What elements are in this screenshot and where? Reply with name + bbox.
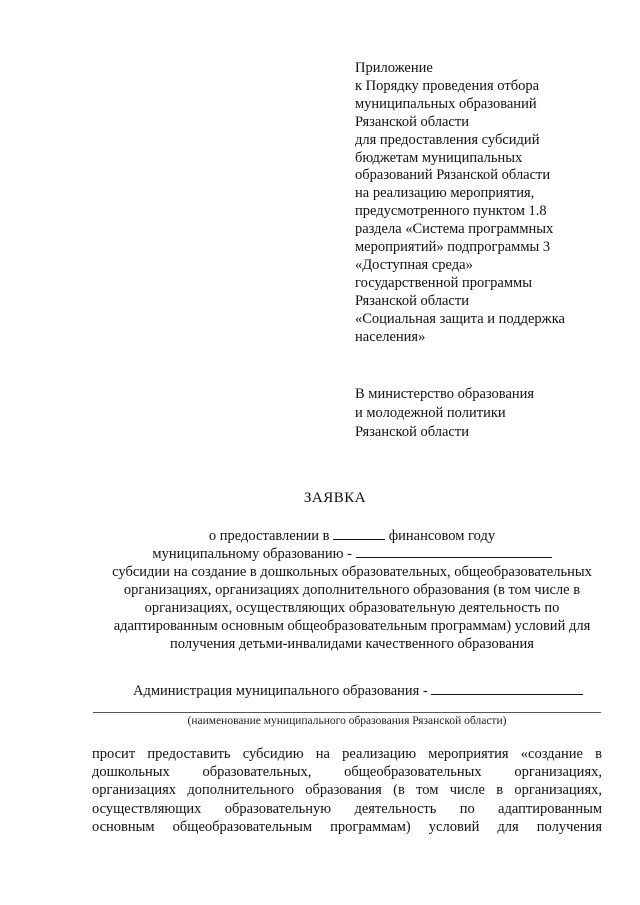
paragraph-line: организациях дополнительного образования (в том числе в организациях,	[92, 782, 602, 799]
appendix-line: мероприятий» подпрограммы 3	[355, 239, 551, 256]
addressee-line: В министерство образования	[355, 386, 535, 402]
addressee-line: Рязанской области	[355, 424, 469, 440]
document-title: ЗАЯВКА	[303, 490, 367, 506]
subject-line: адаптированным основным общеобразовательным программам) условий для	[113, 618, 591, 634]
appendix-line: Приложение	[355, 60, 433, 76]
appendix-line: государственной программы	[355, 274, 532, 291]
municipality-label: муниципальному образованию -	[152, 546, 352, 562]
fiscal-year-label-after: финансовом году	[388, 528, 496, 544]
appendix-line: на реализацию мероприятия,	[355, 185, 535, 202]
fiscal-year-label-before: о предоставлении в	[208, 528, 330, 544]
appendix-line: Рязанской области	[355, 113, 469, 130]
administration-blank[interactable]	[431, 682, 583, 695]
administration-label: Администрация муниципального образования -	[133, 683, 428, 699]
fiscal-year-line	[92, 527, 612, 545]
appendix-line: Рязанской области	[355, 292, 469, 309]
municipality-blank[interactable]	[356, 545, 552, 558]
appendix-line: «Социальная защита и поддержка	[355, 310, 565, 327]
appendix-line: «Доступная среда»	[355, 256, 473, 273]
subject-line: получения детьми-инвалидами качественного образования	[170, 636, 534, 652]
appendix-line: населения»	[355, 328, 426, 345]
subject-line: субсидии на создание в дошкольных образовательных, общеобразовательных	[112, 564, 592, 580]
paragraph-line: основным общеобразовательным программам) условий для получения	[92, 818, 602, 835]
paragraph-line: дошкольных образовательных, общеобразовательных организациях,	[92, 764, 602, 781]
appendix-line: образований Рязанской области	[355, 167, 551, 184]
appendix-line: бюджетам муниципальных	[355, 149, 523, 166]
administration-line	[133, 682, 603, 700]
addressee-line: и молодежной политики	[355, 405, 506, 421]
subject-line: организациях, осуществляющих образовательную деятельность по	[144, 600, 560, 616]
appendix-line: предусмотренного пунктом 1.8	[355, 203, 547, 220]
appendix-block	[355, 60, 625, 347]
municipality-line	[92, 545, 612, 563]
appendix-line: муниципальных образований	[355, 95, 537, 112]
appendix-line: для предоставления субсидий	[355, 131, 540, 148]
addressee-block	[355, 385, 625, 442]
municipality-name-rule[interactable]	[93, 712, 601, 713]
fiscal-year-blank[interactable]	[333, 527, 385, 540]
paragraph-line: просит предоставить субсидию на реализацию мероприятия «создание в	[92, 746, 602, 762]
appendix-line: к Порядку проведения отбора	[355, 77, 540, 94]
paragraph-line: осуществляющих образовательную деятельность по адаптированным	[92, 800, 602, 817]
municipality-name-hint: (наименование муниципального образования Рязанской области)	[187, 715, 507, 727]
request-paragraph	[92, 745, 602, 836]
application-subject	[92, 527, 612, 653]
appendix-line: раздела «Система программных	[355, 221, 554, 238]
subject-line: организациях, организациях дополнительного образования (в том числе в	[123, 582, 581, 598]
